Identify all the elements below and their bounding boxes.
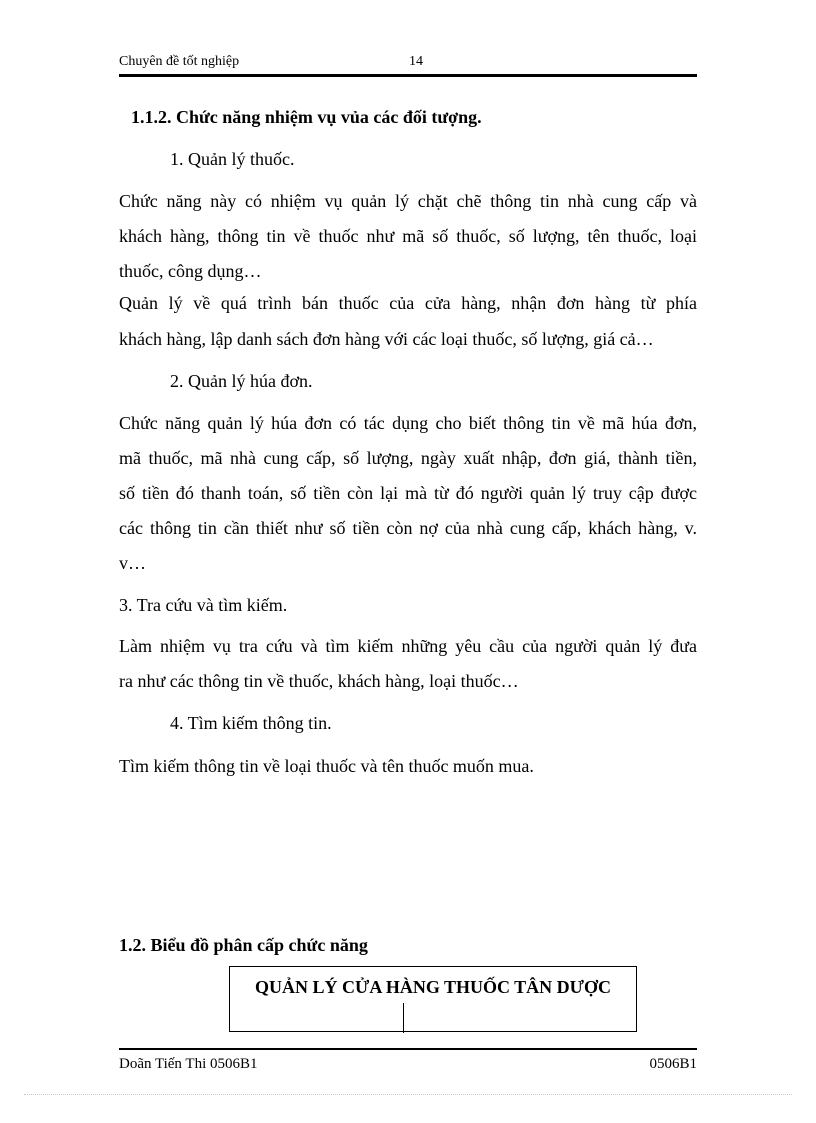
diagram-connector [403, 1003, 404, 1033]
item-heading-4: 4. Tìm kiếm thông tin. [170, 713, 332, 733]
paragraph-line: ra như các thông tin về thuốc, khách hàng, loại thuốc… [119, 671, 519, 691]
item-heading-2: 2. Quản lý húa đơn. [170, 371, 313, 391]
page-edge [24, 1094, 792, 1095]
paragraph-line: Chức năng này có nhiệm vụ quản lý chặt chẽ thông tin nhà cung cấp và [119, 191, 697, 211]
paragraph-line: thuốc, công dụng… [119, 261, 262, 281]
section-heading: 1.1.2. Chức năng nhiệm vụ vủa các đối tượng. [131, 107, 482, 127]
diagram-heading: 1.2. Biểu đồ phân cấp chức năng [119, 935, 368, 955]
paragraph-line: v… [119, 553, 146, 573]
paragraph-line: Quản lý về quá trình bán thuốc của cửa hàng, nhận đơn hàng từ phía [119, 293, 697, 313]
footer-author: Doãn Tiến Thi 0506B1 [119, 1056, 258, 1072]
paragraph-line: số tiền đó thanh toán, số tiền còn lại mà từ đó người quản lý truy cập được [119, 483, 697, 503]
paragraph-line: các thông tin cần thiết như số tiền còn nợ của nhà cung cấp, khách hàng, v. [119, 518, 697, 538]
paragraph-line: mã thuốc, mã nhà cung cấp, số lượng, ngày xuất nhập, đơn giá, thành tiền, [119, 448, 697, 468]
diagram-root-box [229, 966, 637, 1032]
header-rule [119, 74, 697, 77]
item-heading-1: 1. Quản lý thuốc. [170, 149, 295, 169]
footer-rule [119, 1048, 697, 1050]
diagram-root-label: QUẢN LÝ CỬA HÀNG THUỐC TÂN DƯỢC [254, 977, 612, 997]
paragraph-line: khách hàng, lập danh sách đơn hàng với các loại thuốc, số lượng, giá cả… [119, 329, 654, 349]
footer-code: 0506B1 [649, 1056, 697, 1072]
page-number: 14 [409, 54, 423, 69]
paragraph-line: Làm nhiệm vụ tra cứu và tìm kiếm những yêu cầu của người quản lý đưa [119, 636, 697, 656]
paragraph-line: khách hàng, thông tin về thuốc như mã số thuốc, số lượng, tên thuốc, loại [119, 226, 697, 246]
paragraph-line: Tìm kiếm thông tin về loại thuốc và tên thuốc muốn mua. [119, 756, 534, 776]
header-title: Chuyên đề tốt nghiệp [119, 54, 240, 69]
paragraph-line: Chức năng quản lý húa đơn có tác dụng cho biết thông tin về mã húa đơn, [119, 413, 697, 433]
item-heading-3: 3. Tra cứu và tìm kiếm. [119, 595, 288, 615]
